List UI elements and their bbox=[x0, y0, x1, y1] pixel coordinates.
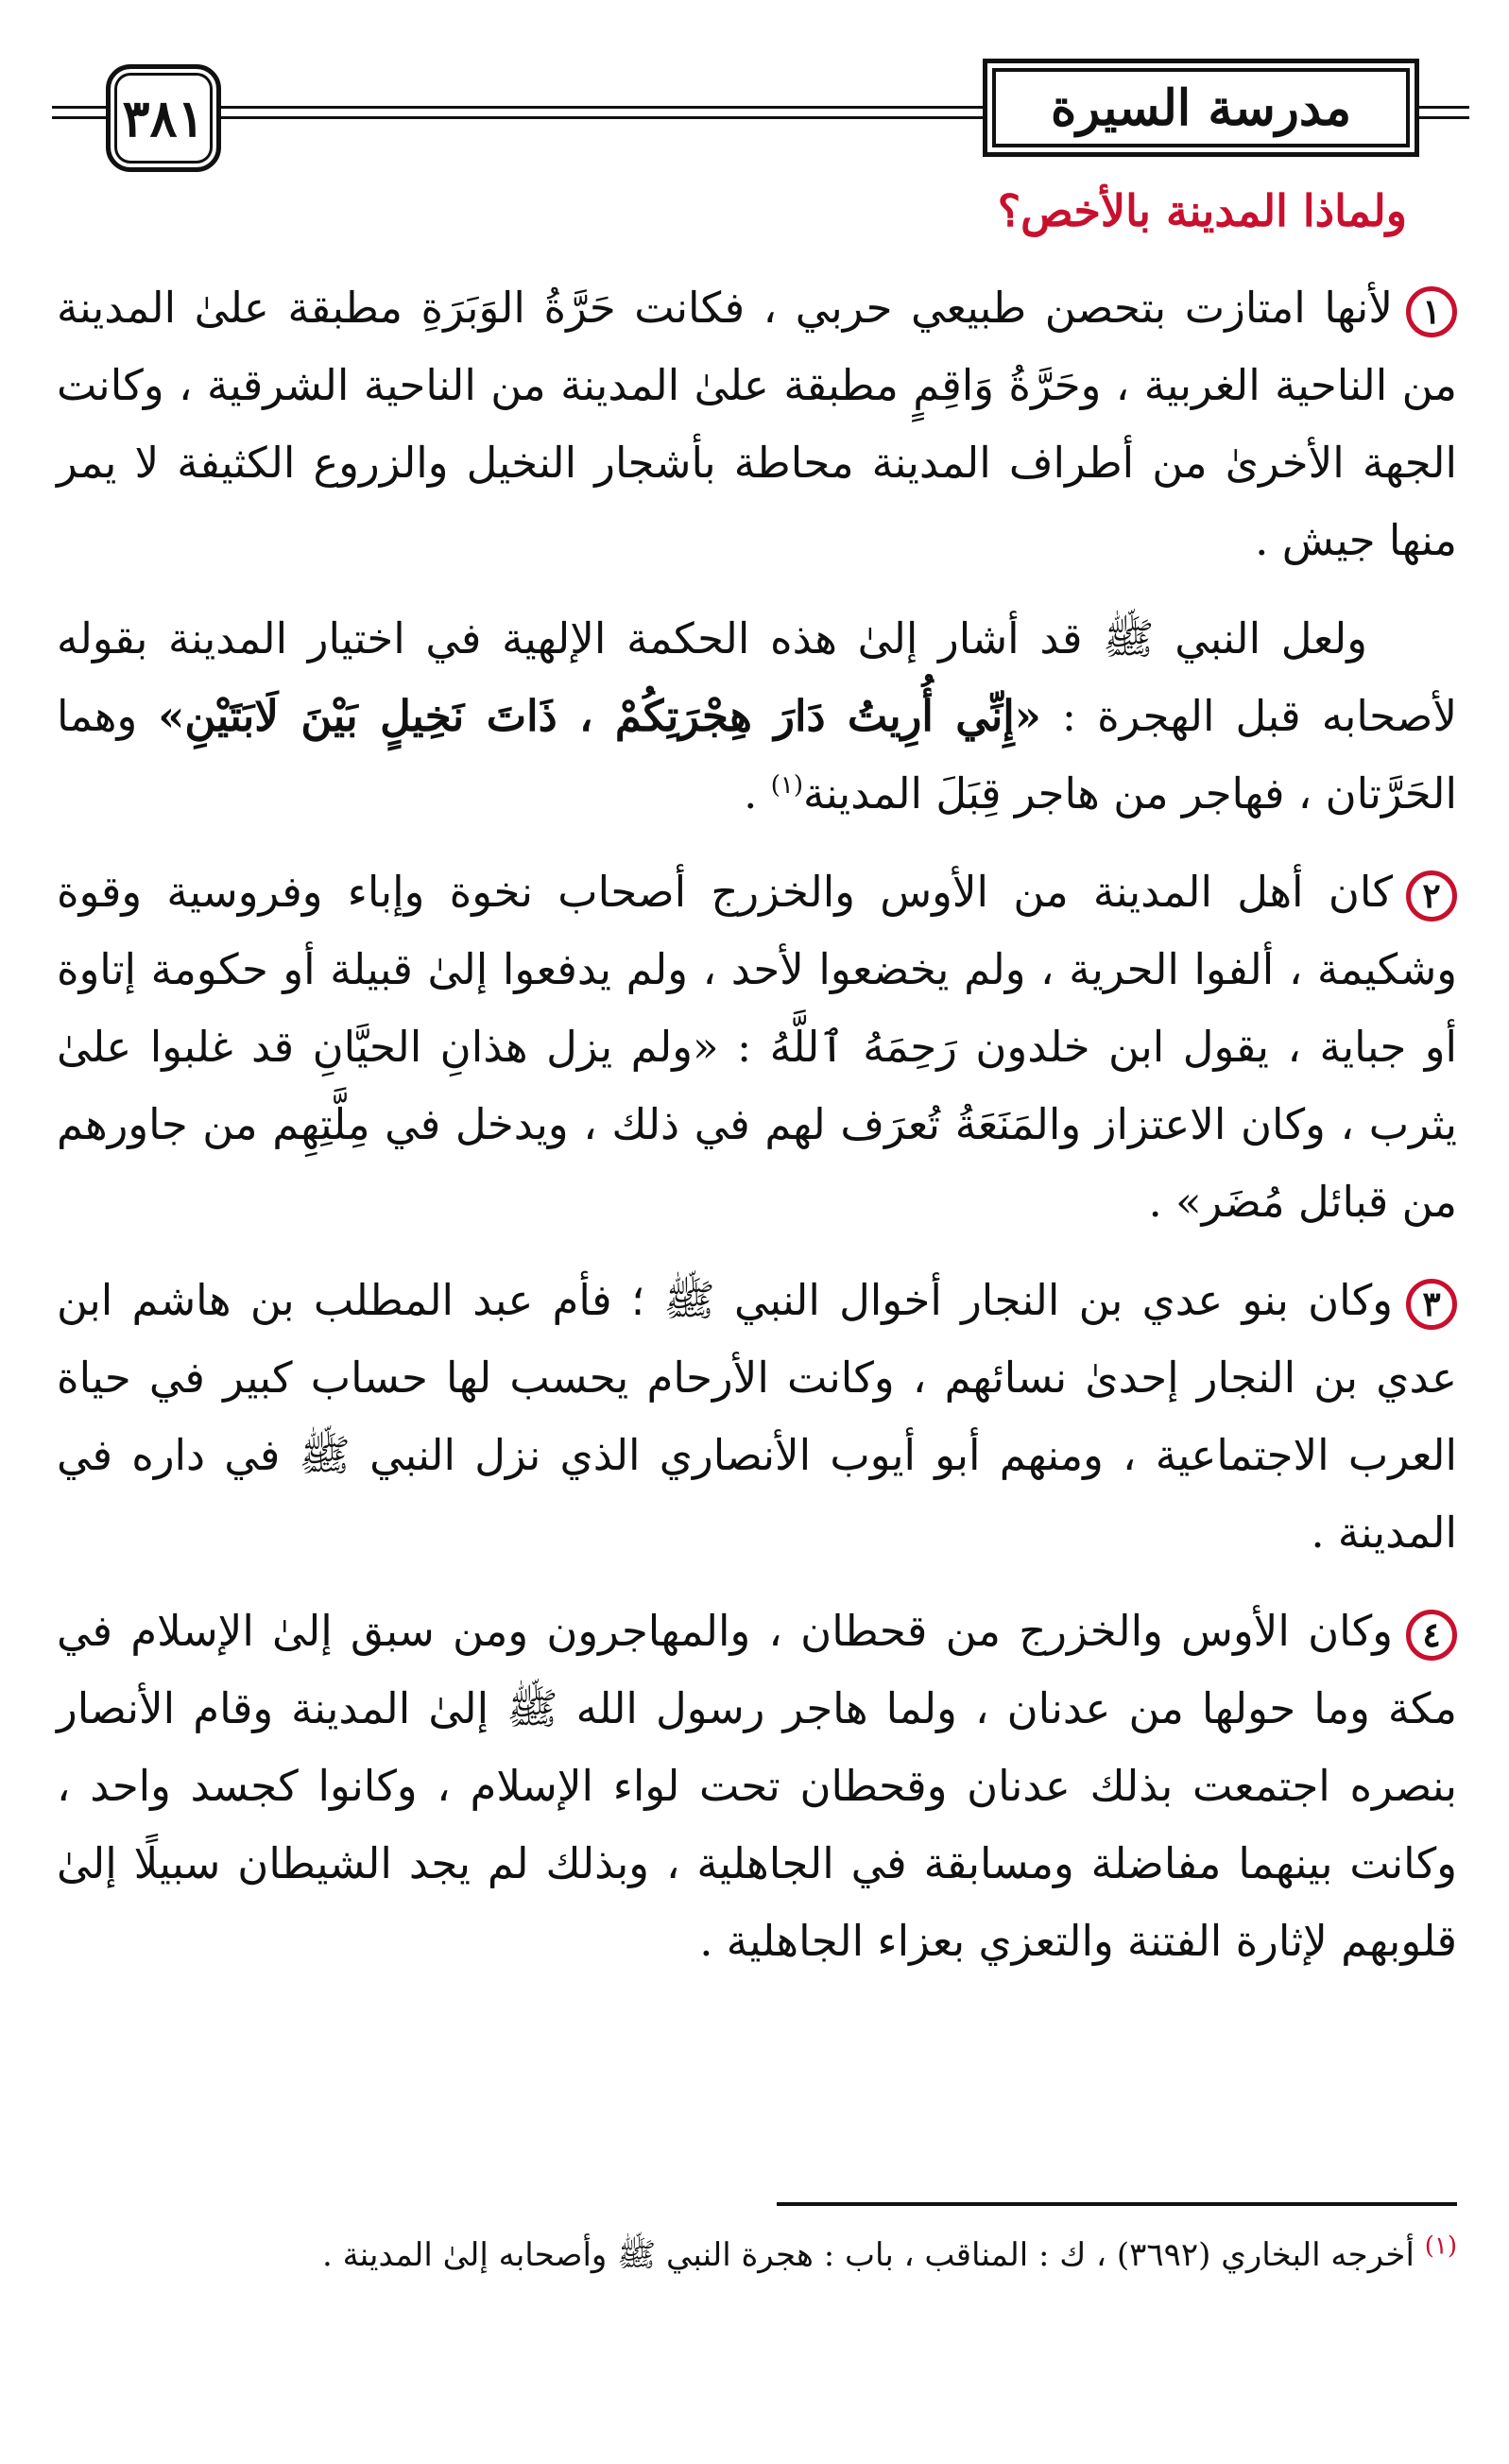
point-text: وكان بنو عدي بن النجار أخوال النبي ﷺ ؛ فأم عبد المطلب بن هاشم ابن عدي بن النجار إحدىٰ نسائهم ، وكانت الأرحام يحسب لها حساب كبير في حياة العرب الاجتماعية ، ومنهم أبو أيوب الأنصاري الذي نزل النبي ﷺ في داره في المدينة . bbox=[57, 1275, 1457, 1558]
page-number: ٣٨١ bbox=[106, 64, 221, 172]
hadith-quote: «إِنِّي أُرِيتُ دَارَ هِجْرَتِكُمْ ، ذَاتَ نَخِيلٍ بَيْنَ لَابَتَيْنِ» bbox=[158, 691, 1041, 741]
point-number-badge: ٢ bbox=[1406, 870, 1457, 922]
point-1 bbox=[57, 269, 1457, 579]
footnote-reference[interactable]: (١) bbox=[770, 771, 803, 800]
point-text: كان أهل المدينة من الأوس والخزرج أصحاب نخوة وإباء وفروسية وقوة وشكيمة ، ألفوا الحرية ، ولم يخضعوا لأحد ، ولم يدفعوا إلىٰ قبيلة أو حكومة إتاوة أو جباية ، يقول ابن خلدون رَحِمَهُ ٱللَّهُ : «ولم يزل هذانِ الحيَّانِ قد غلبوا علىٰ يثرب ، وكان الاعتزاز والمَنَعَةُ تُعرَف لهم في ذلك ، ويدخل في مِلَّتِهِم من جاورهم من قبائل مُضَر» . bbox=[57, 867, 1458, 1227]
point-2 bbox=[57, 853, 1457, 1241]
point-3 bbox=[57, 1262, 1457, 1572]
point-number-badge: ٤ bbox=[1406, 1610, 1457, 1661]
running-header-title: مدرسة السيرة bbox=[983, 59, 1419, 157]
footnote bbox=[57, 2231, 1457, 2280]
hadith-paragraph bbox=[57, 600, 1457, 833]
section-heading: ولماذا المدينة بالأخص؟ bbox=[997, 185, 1407, 236]
point-4 bbox=[57, 1593, 1457, 1980]
footnote-separator bbox=[777, 2202, 1457, 2206]
footnote-text: أخرجه البخاري (٣٦٩٢) ، ك : المناقب ، باب : هجرة النبي ﷺ وأصحابه إلىٰ المدينة . bbox=[321, 2236, 1415, 2274]
point-number-badge: ١ bbox=[1406, 286, 1457, 337]
hadith-outro: وهما الحَرَّتان ، فهاجر من هاجر قِبَلَ المدينة bbox=[57, 691, 1457, 818]
point-text: لأنها امتازت بتحصن طبيعي حربي ، فكانت حَرَّةُ الوَبَرَةِ مطبقة علىٰ المدينة من الناحية الغربية ، وحَرَّةُ وَاقِمٍ مطبقة علىٰ المدينة من الناحية الشرقية ، وكانت الجهة الأخرىٰ من أطراف المدينة محاطة بأشجار النخيل والزروع الكثيفة لا يمر منها جيش . bbox=[57, 283, 1457, 565]
body-text bbox=[57, 269, 1457, 2001]
hadith-intro: ولعل النبي ﷺ قد أشار إلىٰ هذه الحكمة الإلهية في اختيار المدينة بقوله لأصحابه قبل الهجرة : bbox=[57, 613, 1457, 741]
point-text: وكان الأوس والخزرج من قحطان ، والمهاجرون ومن سبق إلىٰ الإسلام في مكة وما حولها من عدنان ، ولما هاجر رسول الله ﷺ إلىٰ المدينة وقام الأنصار بنصره اجتمعت بذلك عدنان وقحطان تحت لواء الإسلام ، وكانوا كجسد واحد ، وكانت بينهما مفاضلة ومسابقة في الجاهلية ، وبذلك لم يجد الشيطان سبيلًا إلىٰ قلوبهم لإثارة الفتنة والتعزي بعزاء الجاهلية . bbox=[57, 1606, 1457, 1966]
footnote-marker: (١) bbox=[1424, 2231, 1457, 2261]
point-number-badge: ٣ bbox=[1406, 1279, 1457, 1330]
hadith-end: . bbox=[744, 768, 771, 818]
